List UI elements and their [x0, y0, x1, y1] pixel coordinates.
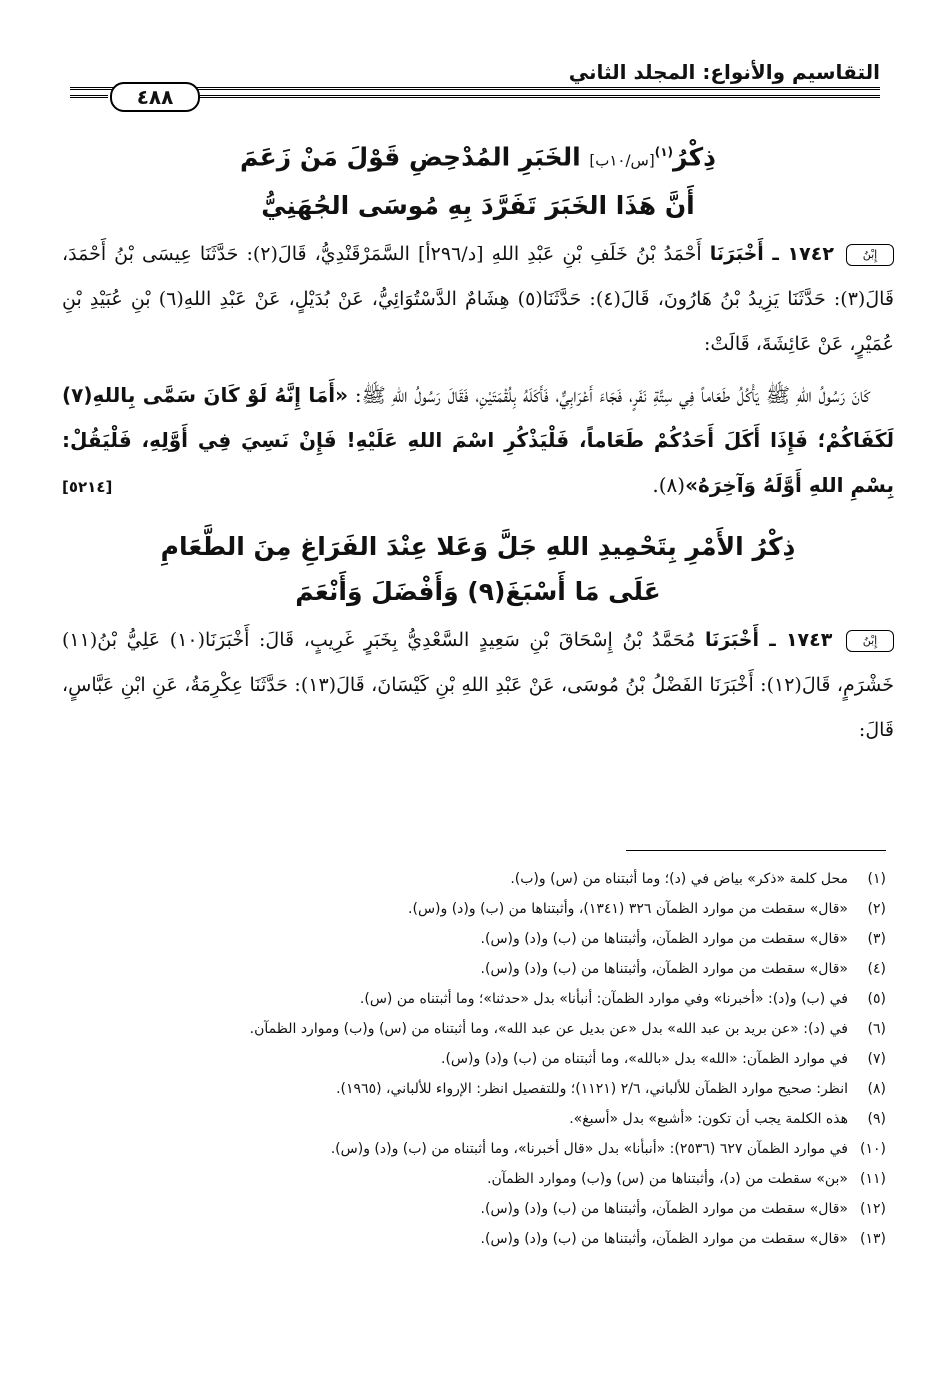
footnote	[106, 1164, 886, 1194]
footnote-number: (٥)	[867, 991, 886, 1007]
footnote	[106, 864, 886, 894]
section-1-title-line2: أَنَّ هَذَا الخَبَرَ تَفَرَّدَ بِهِ مُوسَى الجُهَنِيُّ	[261, 191, 695, 221]
footnote	[106, 1134, 886, 1164]
section-1-title	[62, 130, 894, 183]
footnote-number: (٤)	[867, 961, 886, 977]
footnote-text: في (د): «عن بريد بن عبد الله» بدل «عن بديل عن عبد الله»، وما أثبتناه من (س) و(ب) وموارد الظمآن.	[249, 1021, 848, 1037]
footnote	[106, 954, 886, 984]
footnote-number: (١٣)	[860, 1231, 886, 1247]
isnad-text: مُحَمَّدُ بْنُ إِسْحَاقَ بْنِ سَعِيدٍ السَّعْدِيُّ بِخَبَرٍ غَرِيبٍ، قَالَ: أَخْبَرَنَا(١٠) عَلِيُّ بْنُ(١١) خَشْرَمٍ، قَالَ(١٢): أَخْبَرَنَا الفَضْلُ بْنُ مُوسَى، عَنْ عَبْدِ اللهِ بْنِ كَيْسَانَ، قَالَ(١٣): حَدَّثَنَا عِكْرِمَةُ، عَنِ ابْنِ عَبَّاسٍ، قَالَ:	[62, 629, 894, 742]
footnote-ref: (١)	[654, 145, 674, 159]
hadith-cross-ref: [٥٢١٤]	[62, 478, 113, 497]
section-2-title-line2: عَلَى مَا أَسْبَغَ(٩) وَأَفْضَلَ وَأَنْعَمَ	[295, 577, 661, 607]
footnote	[106, 1104, 886, 1134]
section-1	[62, 130, 894, 496]
footnote-text: «بن» سقطت من (د)، وأثبتناها من (س) و(ب) وموارد الظمآن.	[487, 1171, 848, 1187]
page-number: ٤٨٨	[110, 82, 200, 112]
footnote-text: في موارد الظمآن: «الله» بدل «بالله»، وما أثبتناه من (ب) و(د) و(س).	[441, 1051, 848, 1067]
page-number-rule-left	[70, 95, 108, 98]
ibn-hibban-badge: إِبْنُ	[846, 630, 894, 652]
footnote-number: (٧)	[867, 1051, 886, 1067]
footnote-number: (٨)	[867, 1081, 886, 1097]
footnote-number: (٦)	[867, 1021, 886, 1037]
hadith-number: ١٧٤٢ ـ أَخْبَرَنَا	[709, 243, 834, 266]
footnote-text: «قال» سقطت من موارد الظمآن، وأثبتناها من (ب) و(د) و(س).	[480, 961, 848, 977]
footnotes	[106, 864, 886, 1254]
section-1-title-b: الخَبَرِ المُدْحِضِ قَوْلَ مَنْ زَعَمَ	[240, 142, 581, 172]
footnote-number: (٣)	[867, 931, 886, 947]
main-content	[62, 130, 894, 753]
footnote-text: محل كلمة «ذكر» بياض في (د)؛ وما أثبتناه من (س) و(ب).	[510, 871, 848, 887]
footnote-number: (٢)	[867, 901, 886, 917]
matn-narration: كَانَ رَسُولُ اللهِ ﷺ يَأْكُلُ طَعَاماً فِي سِتَّةِ نَفَرٍ، فَجَاءَ أَعْرَابِيٌّ، فَأَكَلَهُ بِلُقْمَتَيْنِ، فَقَالَ رَسُولُ اللهِ ﷺ:	[354, 383, 870, 408]
footnote	[106, 1224, 886, 1254]
footnote-text: في (ب) و(د): «أخبرنا» وفي موارد الظمآن: أنبأنا» بدل «حدثنا»؛ وما أثبتناه من (س).	[359, 991, 848, 1007]
section-2	[62, 524, 894, 753]
footnote-number: (١١)	[860, 1171, 886, 1187]
matn-footnote: (٨).	[652, 473, 686, 498]
hadith-1742-isnad	[62, 232, 894, 367]
footnote-text: «قال» سقطت من موارد الظمآن ٣٢٦ (١٣٤١)، وأثبتناها من (ب) و(د) و(س).	[408, 901, 848, 917]
footnote	[106, 924, 886, 954]
footnote-number: (١)	[867, 871, 886, 887]
footnote	[106, 1014, 886, 1044]
footnote	[106, 1074, 886, 1104]
manuscript-ref: [س/١٠ب]	[589, 151, 655, 170]
section-1-title-a: ذِكْرُ	[673, 142, 716, 172]
isnad-text: أَحْمَدُ بْنُ خَلَفِ بْنِ عَبْدِ اللهِ [د/٢٩٦أ] السَّمَرْقَنْدِيُّ، قَالَ(٢): حَدَّثَنَا عِيسَى بْنُ أَحْمَدَ، قَالَ(٣): حَدَّثَنَا يَزِيدُ بْنُ هَارُونَ، قَالَ(٤): حَدَّثَنَا(٥) هِشَامٌ الدَّسْتُوَائِيُّ، عَنْ بُدَيْلٍ، عَنْ عَبْدِ اللهِ(٦) بْنِ عُبَيْدِ بْنِ عُمَيْرٍ، عَنْ عَائِشَةَ، قَالَتْ:	[62, 243, 895, 356]
footnote	[106, 1044, 886, 1074]
footnote-text: «قال» سقطت من موارد الظمآن، وأثبتناها من (ب) و(د) و(س).	[480, 1231, 848, 1247]
footnote-number: (١٠)	[860, 1141, 886, 1157]
footnote-text: هذه الكلمة يجب أن تكون: «أشبع» بدل «أسبغ».	[569, 1111, 848, 1127]
footnote-text: «قال» سقطت من موارد الظمآن، وأثبتناها من (ب) و(د) و(س).	[480, 1201, 848, 1217]
footnote-number: (٩)	[867, 1111, 886, 1127]
footnote-text: انظر: صحيح موارد الظمآن للألباني، ٢/٦ (١١٢١)؛ وللتفصيل انظر: الإرواء للألباني، (١٩٦٥).	[336, 1081, 848, 1097]
footnote	[106, 894, 886, 924]
running-header-title: التقاسيم والأنواع: المجلد الثاني	[568, 60, 880, 84]
footnote-text: في موارد الظمآن ٦٢٧ (٢٥٣٦): «أنبأنا» بدل «قال أخبرنا»، وما أثبتناه من (ب) و(د) و(س).	[330, 1141, 848, 1157]
hadith-1743-isnad	[62, 618, 894, 753]
footnote-text: «قال» سقطت من موارد الظمآن، وأثبتناها من (ب) و(د) و(س).	[480, 931, 848, 947]
hadith-number: ١٧٤٣ ـ أَخْبَرَنَا	[704, 629, 833, 652]
footnote-separator	[626, 850, 886, 851]
footnote	[106, 1194, 886, 1224]
footnote-number: (١٢)	[860, 1201, 886, 1217]
page-number-rule-right	[200, 95, 880, 98]
page-number-bar	[70, 82, 880, 112]
ibn-hibban-badge: إِبْنُ	[846, 244, 894, 266]
section-2-title-line1: ذِكْرُ الأَمْرِ بِتَحْمِيدِ اللهِ جَلَّ وَعَلا عِنْدَ الفَرَاغِ مِنَ الطَّعَامِ	[160, 532, 796, 562]
prophet-saying: «أَمَا إِنَّهُ لَوْ كَانَ سَمَّى بِاللهِ(٧) لَكَفَاكُمْ؛ فَإِذَا أَكَلَ أَحَدُكُمْ طَعَاماً، فَلْيَذْكُرِ اسْمَ اللهِ عَلَيْهِ! فَإِنْ نَسِيَ فِي أَوَّلِهِ، فَلْيَقُلْ: بِسْمِ اللهِ أَوَّلَهُ وَآخِرَهُ»	[62, 383, 894, 498]
footnote	[106, 984, 886, 1014]
